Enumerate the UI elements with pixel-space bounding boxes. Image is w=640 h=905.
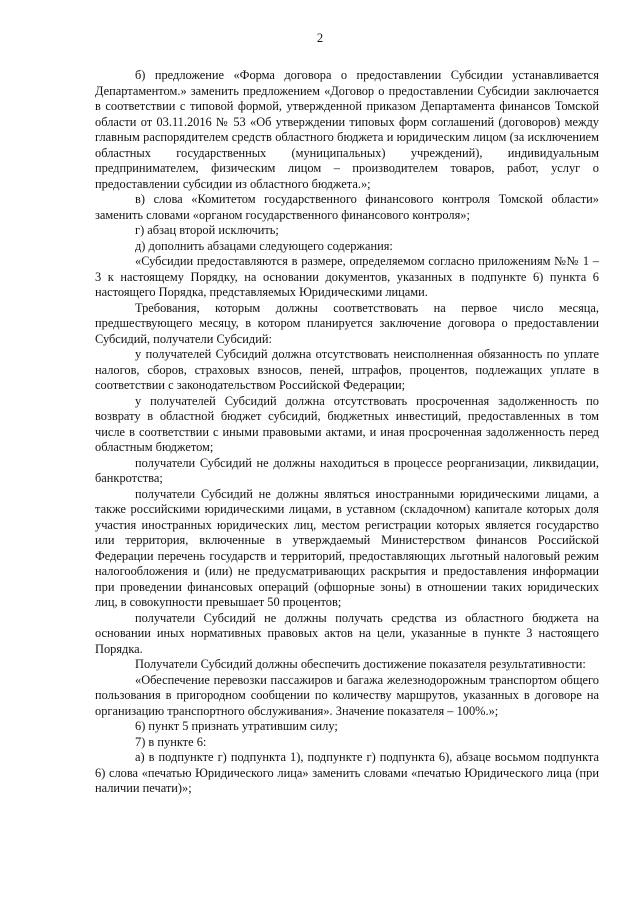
document-body <box>95 68 599 797</box>
paragraph-reorganization: получатели Субсидий не должны находиться в процессе реорганизации, ликвидации, банкротства; <box>95 455 599 485</box>
paragraph-tax-obligation: у получателей Субсидий должна отсутствовать неисполненная обязанность по уплате налогов, сборов, страховых взносов, пеней, штрафов, процентов, подлежащих уплате в соответствии с законодательством Российской Федерации; <box>95 347 599 392</box>
paragraph-foreign-entities: получатели Субсидий не должны являться иностранными юридическими лицами, а также российскими юридическими лицами, в уставном (складочном) капитале которых доля участия иностранных юридических лиц, местом регистрации которых является государство или территория, включенные в утверждаемый Министерством финансов Российской Федерации перечень государств и территорий, предоставляющих льготный налоговый режим налогообложения и (или) не предусматривающих раскрытия и предоставления информации при проведении финансовых операций (офшорные зоны) в отношении таких юридических лиц, в совокупности превышает 50 процентов; <box>95 486 599 609</box>
paragraph-item-7: 7) в пункте 6: <box>135 734 207 749</box>
paragraph-indicator: «Обеспечение перевозки пассажиров и багажа железнодорожным транспортом общего пользования в пригородном сообщении по количеству маршрутов, указанных в договоре на организацию транспортного обслуживания». Значение показателя – 100%.»; <box>95 672 599 718</box>
paragraph-item-7a: а) в подпункте г) подпункта 1), подпункте г) подпункта 6), абзаце восьмом подпункта 6) слова «печатью Юридического лица» заменить словами «печатью Юридического лица (при наличии печати)»; <box>95 750 599 795</box>
paragraph-requirements: Требования, которым должны соответствовать на первое число месяца, предшествующего месяцу, в котором планируется заключение договора о предоставлении Субсидий, получатели Субсидий: <box>95 300 599 346</box>
paragraph-overdue-debt: у получателей Субсидий должна отсутствовать просроченная задолженность по возврату в областной бюджет субсидий, бюджетных инвестиций, предоставленных в том числе в соответствии с иными правовыми актами, и иная просроченная задолженность перед областным бюджетом; <box>95 393 599 454</box>
paragraph-b: б) предложение «Форма договора о предоставлении Субсидии устанавливается Департаментом.» заменить предложением «Договор о предоставлении Субсидии заключается в соответствии с типовой формой, утвержденной приказом Департамента финансов Томской области от 03.11.2016 № 53 «Об утверждении типовых форм соглашений (договоров) между главным распорядителем средств областного бюджета и юридическим лицом (за исключением областных государственных (муниципальных) учреждений), индивидуальным предпринимателем, физическим лицом – производителем товаров, работ, услуг о предоставлении субсидии из областного бюджета.»; <box>95 68 599 191</box>
paragraph-other-funds: получатели Субсидий не должны получать средства из областного бюджета на основании иных нормативных правовых актов на цели, указанные в пункте 3 настоящего Порядка. <box>95 610 599 656</box>
page-number: 2 <box>316 31 324 45</box>
paragraph-subsidy-amount: «Субсидии предоставляются в размере, определяемом согласно приложениям №№ 1 – 3 к настоящему Порядку, на основании документов, указанных в подпункте 6) пункта 6 настоящего Порядка, представляемых Юридическими лицами. <box>95 254 599 299</box>
paragraph-g: г) абзац второй исключить; <box>135 223 279 237</box>
paragraph-performance: Получатели Субсидий должны обеспечить достижение показателя результативности: <box>135 657 586 671</box>
paragraph-item-6: 6) пункт 5 признать утратившим силу; <box>135 719 338 733</box>
paragraph-d: д) дополнить абзацами следующего содержания: <box>135 238 393 253</box>
paragraph-v: в) слова «Комитетом государственного финансового контроля Томской области» заменить словами «органом государственного финансового контроля»; <box>95 192 599 222</box>
